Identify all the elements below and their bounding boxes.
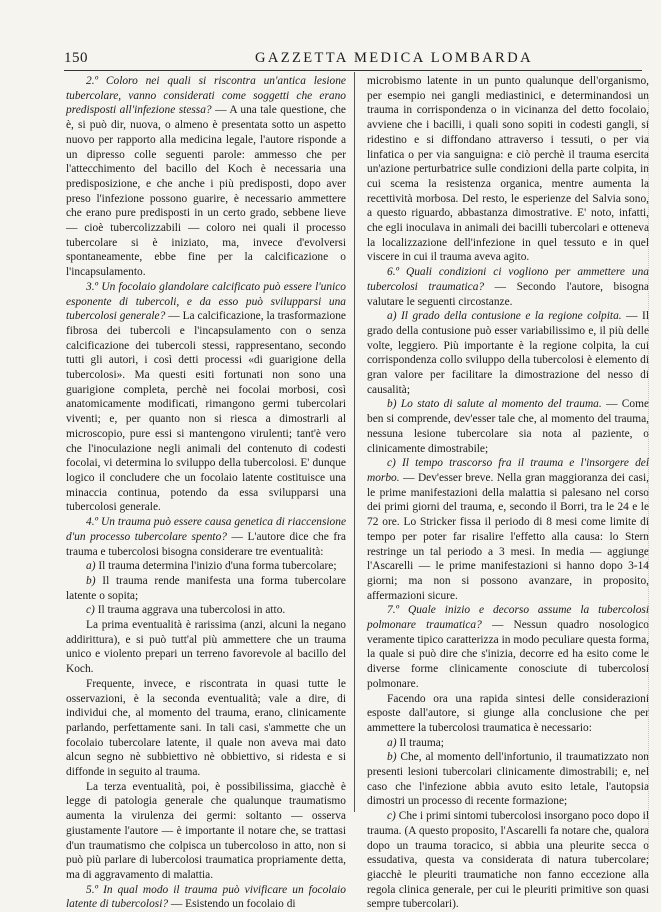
paragraph-italic-lead: 6.º Quali condizioni ci vogliono per ammettere una tubercolosi traumatica? (367, 266, 649, 293)
paragraph-text: — Secondo l'autore, bisogna valutare le seguenti circostanze. (367, 280, 649, 308)
paragraph (66, 74, 346, 280)
paragraph-text: Il trauma determina l'inizio d'una forma tubercolare; (95, 560, 337, 573)
paragraph (66, 677, 346, 780)
paragraph-italic-lead: 3.º Un focolaio glandolare calcificato può essere l'unico esponente di tubercoli, e da esso può svilupparsi una tubercolosi generale? (66, 280, 346, 323)
paragraph-italic-lead: 2.º Coloro nei quali si riscontra un'antica lesione tubercolare, vanno considerati come soggetti che erano predisposti all'infezione stessa? (66, 75, 346, 117)
paragraph-italic-lead: b) Lo stato di salute al momento del trauma. (387, 398, 602, 411)
paragraph-text: — La calcificazione, la trasformazione fibrosa dei tubercoli e l'incapsulamento con o senza calcificazione dei tubercoli stessi, rappresentano, secondo tutti gli autori, i così detti processi «di guarigione della tubercolosi». Ma questi esiti fortunati non sono una guarigione completa, perchè nei focolai morbosi, così anatomicamente modificati, rimangono germi tubercolari viventi; e, per quanto non si riesca a dimostrarli al microscopio, pure essi si mantengono virulenti; tant'è vero che l'inoculazione negli animali del contenuto di codesti focolai, vi determina lo sviluppo della tubercolosi. E' dunque logico il concludere che un focolaio latente costituisce una minaccia continua, potendo da essa svilupparsi una tubercolosi generale. (66, 310, 346, 514)
right-column (367, 74, 649, 912)
paragraph (367, 265, 649, 309)
paragraph-italic-lead: a) (387, 736, 397, 749)
paragraph-text: — Dev'esser breve. Nella gran maggioranza dei casi, le prime manifestazioni della malattia si palesano nel corso dei primi giorni del trauma, e, secondo il Borri, tra le 24 e le 72 ore. Lo Stricker fissa il periodo di 8 mesi come limite di tempo per poter far risalire l'effetto alla causa: lo Stern restringe un tal periodo a 3 mesi. In media — aggiunge l'Ascarelli — le prime manifestazioni si hanno dopo 3-14 giorni; ma non si possono avanzare, in proposito, affermazioni sicure. (367, 471, 649, 602)
header-rule (64, 70, 642, 71)
paragraph-italic-lead: c) Il tempo trascorso fra il trauma e l'insorgere del morbo. (367, 457, 649, 484)
page-header (64, 50, 642, 68)
paragraph-text: — Nessun quadro nosologico veramente tipico caratterizza in modo peculiare questa forma, la quale si può dire che s'inizia, decorre ed ha esito come le diverse forme clinicamente conosciute di tubercolosi polmonare. (367, 619, 649, 690)
paragraph (66, 780, 346, 883)
paragraph (367, 603, 649, 691)
paragraph-italic-lead: 4.º Un trauma può essere causa genetica di riaccensione d'un processo tubercolare spento? (66, 516, 346, 543)
paragraph-text: Che i primi sintomi tubercolosi insorgano poco dopo il trauma. (A questo proposito, l'Ascarelli fa notare che, qualora dopo un trauma toracico, si abbia una pleurite secca o essudativa, questa va considerata di natura tubercolare; giacchè le pleuriti traumatiche non fanno eccezione alla regola clinica generale, per cui le pleuriti primitive son quasi sempre tubercolari). (367, 810, 649, 911)
paragraph (66, 883, 346, 912)
paragraph-italic-lead: a) Il grado della contusione e la regione colpita. (387, 310, 622, 323)
left-column (66, 74, 346, 912)
paragraph (66, 574, 346, 603)
paragraph (66, 515, 346, 559)
paragraph-text: — Come ben si comprende, dev'esser tale che, al momento del trauma, nessuna lesione tubercolare sia nota al paziente, o clinicamente dimostrabile; (367, 398, 650, 455)
paragraph (367, 74, 649, 265)
paragraph-text: Frequente, invece, e riscontrata in quasi tutte le osservazioni, è la seconda eventualità; vale a dire, di individui che, al momento del trauma, erano, clinicamente parlando, perfettamente sani. In tali casi, s'ammette che un focolaio tubercolare latente, il quale non aveva mai dato alcun segno nè subbiettivo nè obbiettivo, si ridesta e si diffonde in seguito al trauma. (66, 677, 346, 779)
page-edge-marks (648, 100, 655, 860)
paragraph-text: microbismo latente in un punto qualunque dell'organismo, per esempio nei gangli mediastinici, e determinandosi un trauma in corrispondenza o in vicinanza del detto focolaio, avviene che i bacilli, i quali sono sopiti in codesti gangli, si ridestino e si diffondano attraverso i tessuti, o per via linfatica o per via sanguigna: e ciò perchè il trauma esercita un'azione perturbatrice sulle condizioni della parte colpita, in cui scema la resistenza organica, mentre aumenta la recettività morbosa. Del resto, le esperienze del Salvia sono, a questo riguardo, abbastanza dimostrative. E' noto, infatti, che egli inoculava in animali dei bacilli tubercolari e otteneva la localizzazione dell'infezione in quel tessuto e in quel viscere in cui il trauma aveva agito. (367, 75, 649, 264)
column-divider (354, 72, 355, 812)
paragraph-text: — L'autore dice che fra trauma e tubercolosi bisogna considerare tre eventualità: (66, 530, 346, 558)
journal-title: GAZZETTA MEDICA LOMBARDA (255, 50, 533, 66)
paragraph (367, 809, 649, 912)
paragraph-text: Il trauma; (396, 736, 444, 749)
paragraph-text: — A una tale questione, che è, si può dir, nuova, o almeno è presentata sotto un aspetto nuovo per rapporto alla medicina legale, l'autore risponde a un dipresso colle seguenti parole: ammesso che per l'attecchimento del bacillo del Koch è necessaria una predisposizione, e che anche i più predisposti, dopo aver preso l'infezione possono guarire, è necessario ammettere che erano pure predisposti in un certo grado, sebbene lieve — cioè tubercolizzabili — coloro nei quali il processo tubercolare si è iniziato, ma, invece d'evolversi spontaneamente, ebbe fine per la calcificazione o l'incapsulamento. (66, 104, 346, 279)
paragraph-italic-lead: a) (86, 560, 96, 573)
paragraph (66, 559, 346, 574)
paragraph-text: Che, al momento dell'infortunio, il traumatizzato non presenti lesioni tubercolari clinicamente dimostrabili; e, nel caso che l'infezione abbia avuto esito letale, l'autopsia dimostri un processo di recente formazione; (367, 751, 649, 808)
paragraph-italic-lead: b) (387, 751, 397, 764)
paragraph (367, 397, 649, 456)
paragraph (66, 618, 346, 677)
paragraph (66, 280, 346, 515)
paragraph (367, 456, 649, 603)
paragraph (367, 750, 649, 809)
paragraph (367, 692, 649, 736)
paragraph-italic-lead: 7.º Quale inizio e decorso assume la tubercolosi polmonare traumatica? (367, 604, 649, 632)
paragraph-italic-lead: c) (387, 810, 396, 823)
paragraph-text: Il trauma aggrava una tubercolosi in atto. (94, 604, 286, 617)
paragraph-text: La terza eventualità, poi, è possibilissima, giacchè è legge di patologia generale che qualunque traumatismo aumenta la virulenza dei germi: soltanto — osserva giustamente l'autore — è importante il notare che, se trattasi d'un traumatismo che colpisca un tubercoloso in atto, non si può più parlare di lubercolosi traumatica propriamente detta, ma di aggravamento di malattia. (66, 780, 346, 881)
paragraph-italic-lead: b) (86, 574, 96, 587)
paragraph (367, 736, 649, 751)
paragraph-text: Facendo ora una rapida sintesi delle considerazioni esposte dall'autore, si giunge alla conclusione che per ammettere la tubercolosi traumatica è necessario: (367, 692, 649, 734)
paragraph-text: Il trauma rende manifesta una forma tubercolare latente o sopita; (66, 574, 346, 602)
paragraph-italic-lead: c) (86, 604, 95, 617)
paragraph-text: — Il grado della contusione può esser variabilissimo e, il più delle volte, leggiero. Più importante è la regione colpita, la cui corrispondenza collo sviluppo della tubercolosi è elemento di gran valore per facilitare la dimostrazione del nesso di causalità; (367, 310, 650, 396)
paragraph (367, 309, 649, 397)
paragraph-italic-lead: 5.º In qual modo il trauma può vivificare un focolaio latente di tubercolosi? (66, 883, 346, 911)
paragraph (66, 603, 346, 618)
paragraph-text: — Esistendo un focolaio di (168, 898, 296, 911)
page-number: 150 (64, 50, 88, 66)
paragraph-text: La prima eventualità è rarissima (anzi, alcuni la negano addirittura), e si può tutt'al più ammettere che un trauma unico e violento prepari un terreno favorevole al bacillo del Koch. (66, 619, 346, 676)
